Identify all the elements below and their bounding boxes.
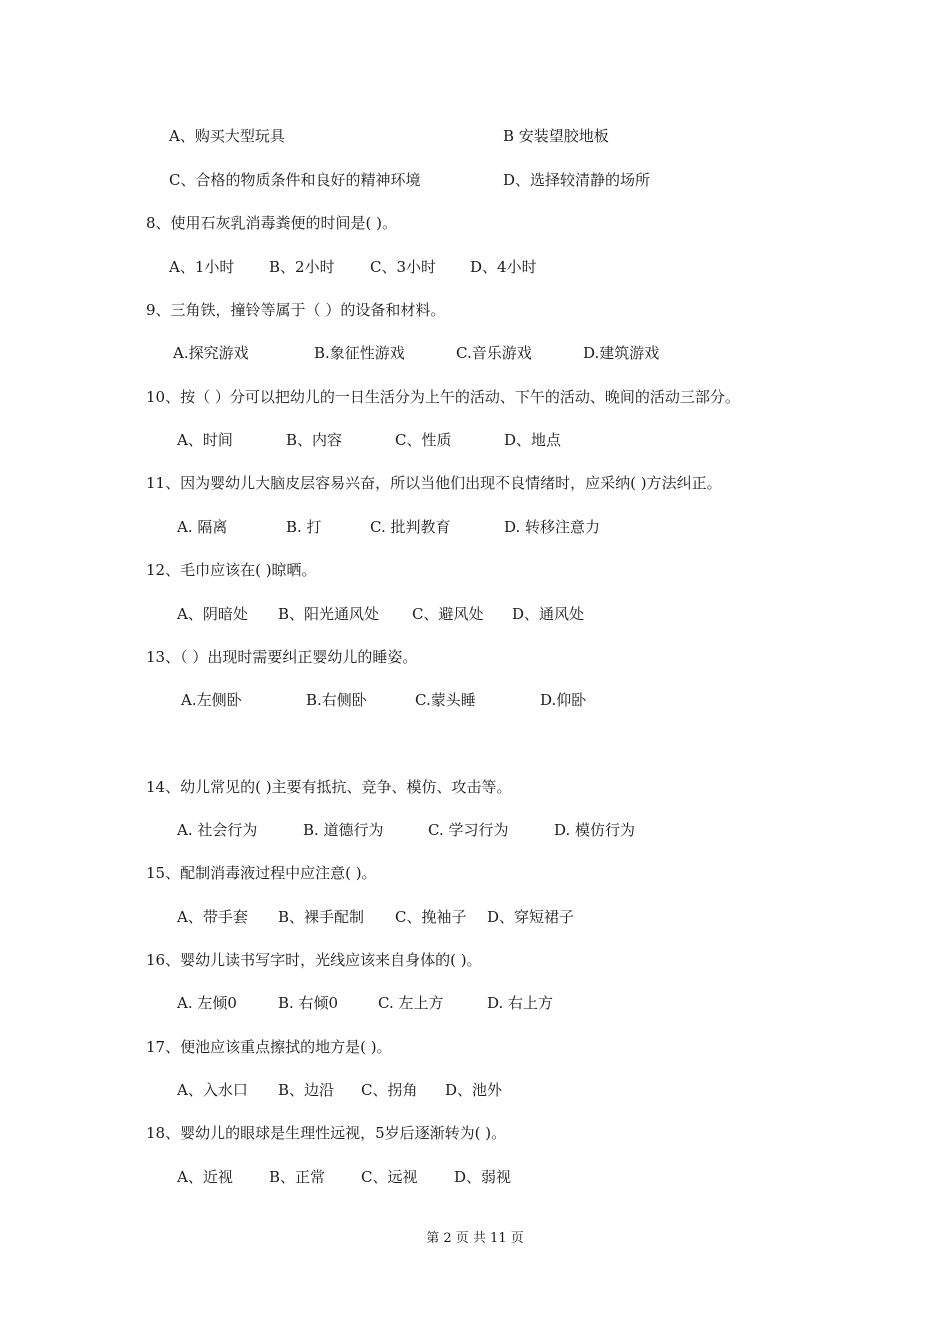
q16-option-d: D. 右上方 — [487, 994, 554, 1012]
q17-stem: 17、便池应该重点擦拭的地方是( )。 — [146, 1038, 392, 1056]
q10-stem: 10、按（ ）分可以把幼儿的一日生活分为上午的活动、下午的活动、晚间的活动三部分。 — [146, 388, 740, 406]
q14-option-b: B. 道德行为 — [303, 821, 384, 839]
q16-stem: 16、婴幼儿读书写字时，光线应该来自身体的( )。 — [146, 951, 482, 969]
q17-option-a: A、入水口 — [177, 1081, 248, 1099]
q10-option-d: D、地点 — [504, 431, 562, 449]
q16-option-c: C. 左上方 — [378, 994, 444, 1012]
q15-stem: 15、配制消毒液过程中应注意( )。 — [146, 864, 377, 882]
q13-stem: 13、（ ）出现时需要纠正婴幼儿的睡姿。 — [146, 648, 418, 666]
q18-option-a: A、近视 — [177, 1168, 233, 1186]
q12-option-d: D、通风处 — [512, 605, 585, 623]
q16-option-b: B. 右倾0 — [278, 994, 339, 1012]
q17-option-b: B、边沿 — [278, 1081, 335, 1099]
q10-option-c: C、性质 — [395, 431, 452, 449]
q14-stem: 14、幼儿常见的( )主要有抵抗、竞争、模仿、攻击等。 — [146, 778, 512, 796]
q9-option-a: A.探究游戏 — [173, 344, 249, 362]
q17-option-c: C、拐角 — [361, 1081, 418, 1099]
q8-option-b: B、2小时 — [269, 258, 335, 276]
q17-option-d: D、池外 — [445, 1081, 503, 1099]
q7-option-a: A、购买大型玩具 — [169, 127, 285, 145]
q14-option-a: A. 社会行为 — [177, 821, 258, 839]
q13-option-d: D.仰卧 — [540, 691, 587, 709]
q9-option-c: C.音乐游戏 — [456, 344, 532, 362]
q18-option-b: B、正常 — [269, 1168, 326, 1186]
page-number: 第 2 页 共 11 页 — [426, 1231, 524, 1246]
q8-option-a: A、1小时 — [169, 258, 235, 276]
q11-stem: 11、因为婴幼儿大脑皮层容易兴奋，所以当他们出现不良情绪时，应采纳( )方法纠正。 — [146, 474, 722, 492]
q13-option-b: B.右侧卧 — [306, 691, 367, 709]
q10-option-a: A、时间 — [177, 431, 233, 449]
q15-option-d: D、穿短裙子 — [487, 908, 575, 926]
q13-option-a: A.左侧卧 — [181, 691, 242, 709]
q9-option-b: B.象征性游戏 — [314, 344, 405, 362]
q16-option-a: A. 左倾0 — [177, 994, 237, 1012]
q7-option-c: C、合格的物质条件和良好的精神环境 — [169, 171, 421, 189]
q12-option-a: A、阴暗处 — [177, 605, 248, 623]
q14-option-d: D. 模仿行为 — [554, 821, 636, 839]
q11-option-d: D. 转移注意力 — [504, 518, 601, 536]
q7-option-d: D、选择较清静的场所 — [503, 171, 651, 189]
q18-option-d: D、弱视 — [454, 1168, 512, 1186]
q10-option-b: B、内容 — [286, 431, 343, 449]
q18-option-c: C、远视 — [361, 1168, 418, 1186]
q9-option-d: D.建筑游戏 — [583, 344, 660, 362]
q8-stem: 8、使用石灰乳消毒粪便的时间是( )。 — [146, 214, 398, 232]
q11-option-b: B. 打 — [286, 518, 322, 536]
q11-option-a: A. 隔离 — [177, 518, 228, 536]
q15-option-c: C、挽袖子 — [395, 908, 467, 926]
q8-option-c: C、3小时 — [370, 258, 437, 276]
q18-stem: 18、婴幼儿的眼球是生理性远视，5岁后逐渐转为( )。 — [146, 1124, 507, 1142]
q14-option-c: C. 学习行为 — [428, 821, 509, 839]
q12-stem: 12、毛巾应该在( )晾晒。 — [146, 561, 317, 579]
q12-option-b: B、阳光通风处 — [278, 605, 380, 623]
q12-option-c: C、避风处 — [412, 605, 484, 623]
q8-option-d: D、4小时 — [470, 258, 537, 276]
q15-option-b: B、裸手配制 — [278, 908, 365, 926]
q9-stem: 9、三角铁，撞铃等属于（ ）的设备和材料。 — [146, 301, 446, 319]
q13-option-c: C.蒙头睡 — [415, 691, 476, 709]
q15-option-a: A、带手套 — [177, 908, 248, 926]
q11-option-c: C. 批判教育 — [370, 518, 451, 536]
q7-option-b: B 安装望胶地板 — [503, 127, 609, 145]
